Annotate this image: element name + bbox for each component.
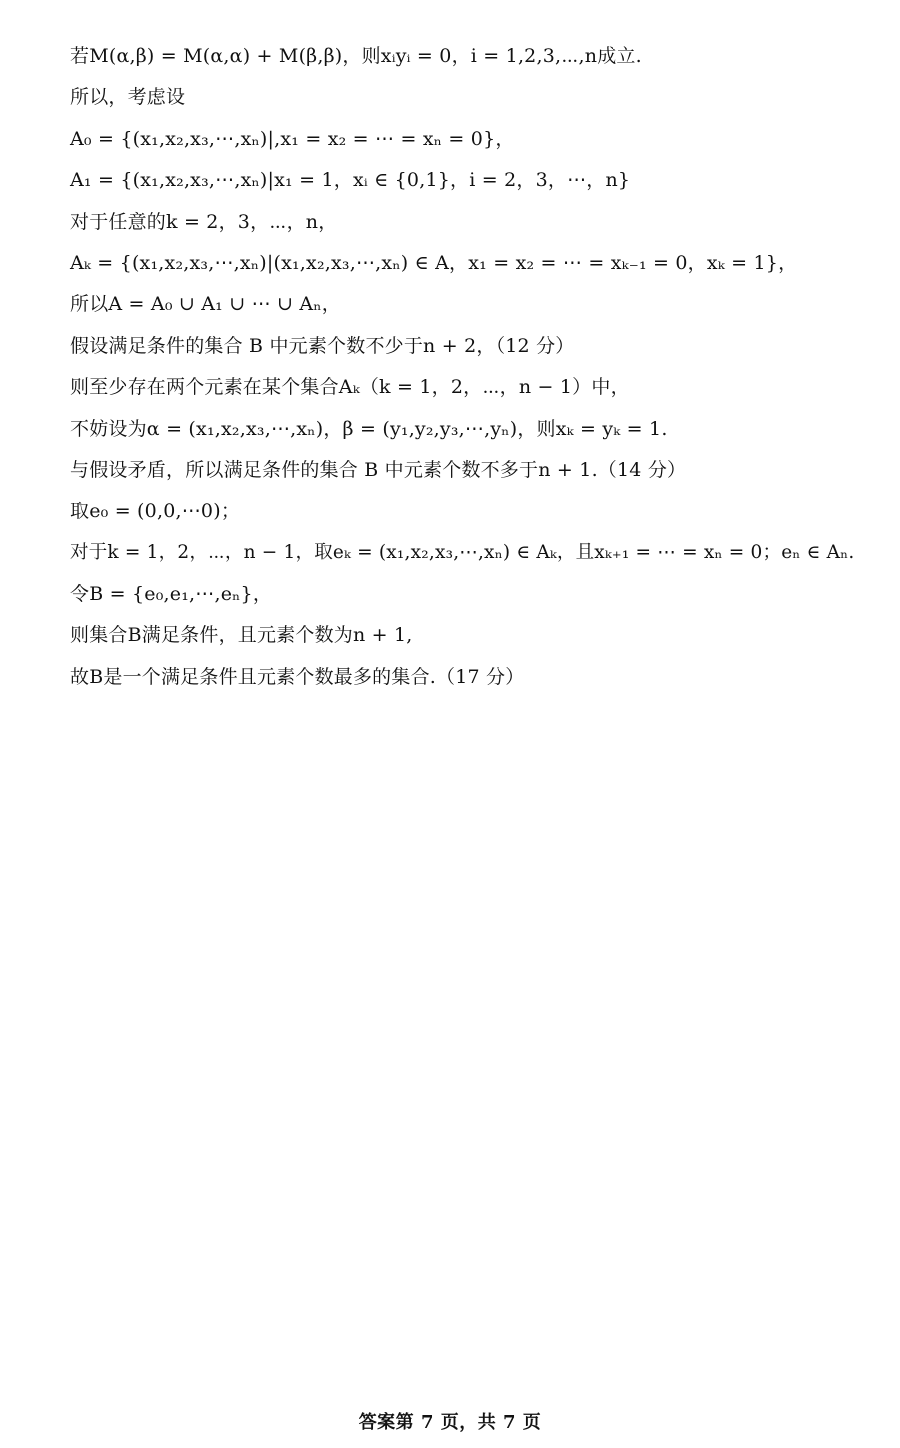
text-line: 假设满足条件的集合 B 中元素个数不少于n + 2，（12 分） (70, 334, 575, 357)
text-line: 不妨设为α = (x₁,x₂,x₃,⋯,xₙ)，β = (y₁,y₂,y₃,⋯,yₙ)，则xₖ = yₖ = 1. (70, 417, 668, 440)
text-line: 取e₀ = (0,0,⋯0)； (70, 500, 241, 523)
text-line: 对于任意的k = 2，3，⋯，n， (70, 210, 338, 233)
text-line: 则至少存在两个元素在某个集合Aₖ（k = 1，2，⋯，n − 1）中， (70, 376, 630, 399)
text-line: 故B是一个满足条件且元素个数最多的集合.（17 分） (70, 665, 525, 688)
text-line: 则集合B满足条件，且元素个数为n + 1, (70, 624, 413, 647)
page-footer: 答案第 7 页，共 7 页 (358, 1412, 542, 1433)
text-line: 令B = {e₀,e₁,⋯,eₙ}， (70, 583, 273, 606)
solution-text (70, 44, 870, 706)
text-line: 对于k = 1，2，⋯，n − 1，取eₖ = (x₁,x₂,x₃,⋯,xₙ) ∈ Aₖ，且xₖ₊₁ = ⋯ = xₙ = 0；eₙ ∈ Aₙ. (70, 541, 855, 563)
text-line: 与假设矛盾，所以满足条件的集合 B 中元素个数不多于n + 1.（14 分） (70, 458, 687, 481)
text-line: A₁ = {(x₁,x₂,x₃,⋯,xₙ)|x₁ = 1，xᵢ ∈ {0,1}，i = 2，3，⋯，n} (70, 169, 631, 192)
text-line: Aₖ = {(x₁,x₂,x₃,⋯,xₙ)|(x₁,x₂,x₃,⋯,xₙ) ∈ A，x₁ = x₂ = ⋯ = xₖ₋₁ = 0，xₖ = 1}， (70, 251, 798, 274)
text-line: 所以A = A₀ ∪ A₁ ∪ ⋯ ∪ Aₙ， (70, 293, 341, 316)
text-line: 若M(α,β) = M(α,α) + M(β,β)，则xᵢyᵢ = 0，i = 1,2,3,⋯,n成立. (70, 45, 642, 67)
text-line: A₀ = {(x₁,x₂,x₃,⋯,xₙ)|,x₁ = x₂ = ⋯ = xₙ = 0}， (70, 127, 515, 150)
text-line: 所以，考虑设 (70, 86, 186, 109)
